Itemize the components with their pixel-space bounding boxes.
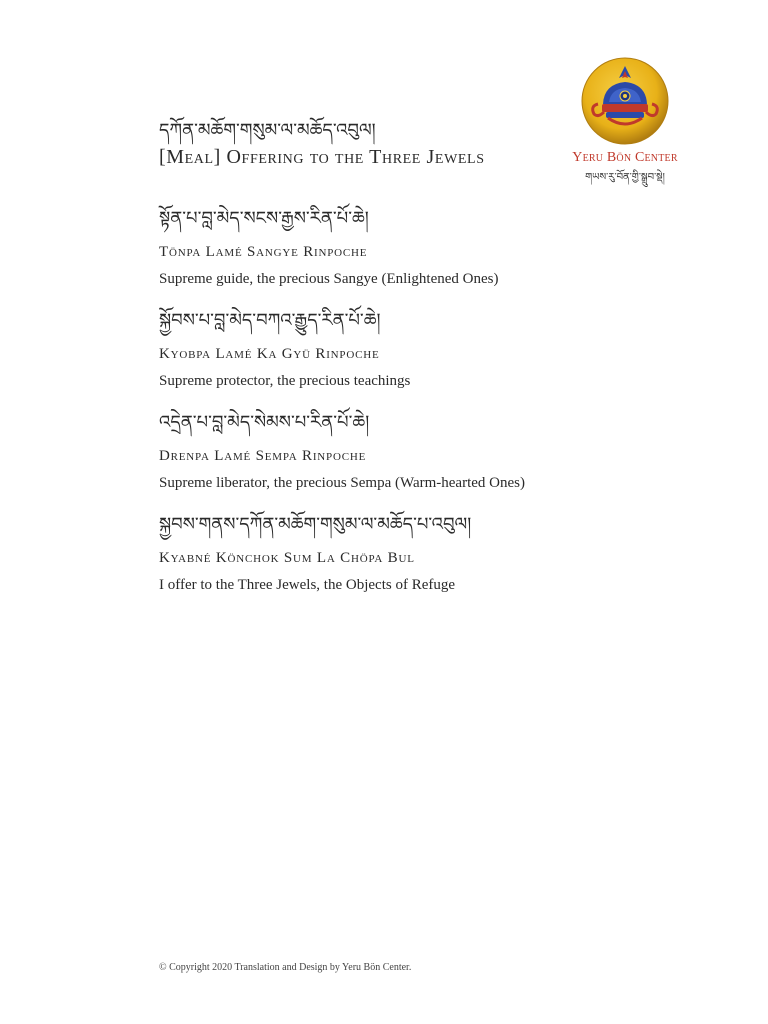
verse-tibetan: སྐྱབས་གནས་དཀོན་མཆོག་གསུམ་ལ་མཆོད་པ་འབུལ། (159, 514, 472, 535)
verse-3 (159, 410, 719, 512)
copyright-footer: © Copyright 2020 Translation and Design by Yeru Bön Center. (159, 962, 412, 973)
verse-translation: Supreme protector, the precious teachings (159, 373, 411, 389)
yeru-bon-emblem-icon (568, 56, 682, 152)
verse-transliteration: Tönpa Lamé Sangye Rinpoche (159, 244, 368, 260)
tibetan-title: དཀོན་མཆོག་གསུམ་ལ་མཆོད་འབུལ། (159, 120, 376, 141)
verse-tibetan: འདྲེན་པ་བླ་མེད་སེམས་པ་རིན་པོ་ཆེ། (159, 412, 370, 433)
document-header (159, 118, 559, 170)
verse-4 (159, 512, 719, 614)
page-title: [Meal] Offering to the Three Jewels (159, 146, 485, 168)
verse-2 (159, 308, 719, 410)
logo-name: Yeru Bön Center (572, 150, 678, 165)
verse-translation: Supreme liberator, the precious Sempa (Warm-hearted Ones) (159, 475, 525, 491)
verse-transliteration: Kyobpa Lamé Ka Gyü Rinpoche (159, 346, 380, 362)
center-logo (568, 56, 682, 186)
verse-translation: I offer to the Three Jewels, the Objects of Refuge (159, 577, 456, 593)
verse-tibetan: སྟོན་པ་བླ་མེད་སངས་རྒྱས་རིན་པོ་ཆེ། (159, 208, 369, 229)
verse-list (159, 206, 719, 614)
logo-tibetan-name: གཡས་རུ་བོན་གྱི་སྒྲུབ་སྡེ། (585, 172, 665, 183)
verse-1 (159, 206, 719, 308)
verse-translation: Supreme guide, the precious Sangye (Enlightened Ones) (159, 271, 499, 287)
verse-transliteration: Kyabné Könchok Sum La Chöpa Bul (159, 550, 415, 566)
verse-transliteration: Drenpa Lamé Sempa Rinpoche (159, 448, 367, 464)
verse-tibetan: སྐྱོབས་པ་བླ་མེད་བཀའ་རྒྱུད་རིན་པོ་ཆེ། (159, 310, 381, 331)
